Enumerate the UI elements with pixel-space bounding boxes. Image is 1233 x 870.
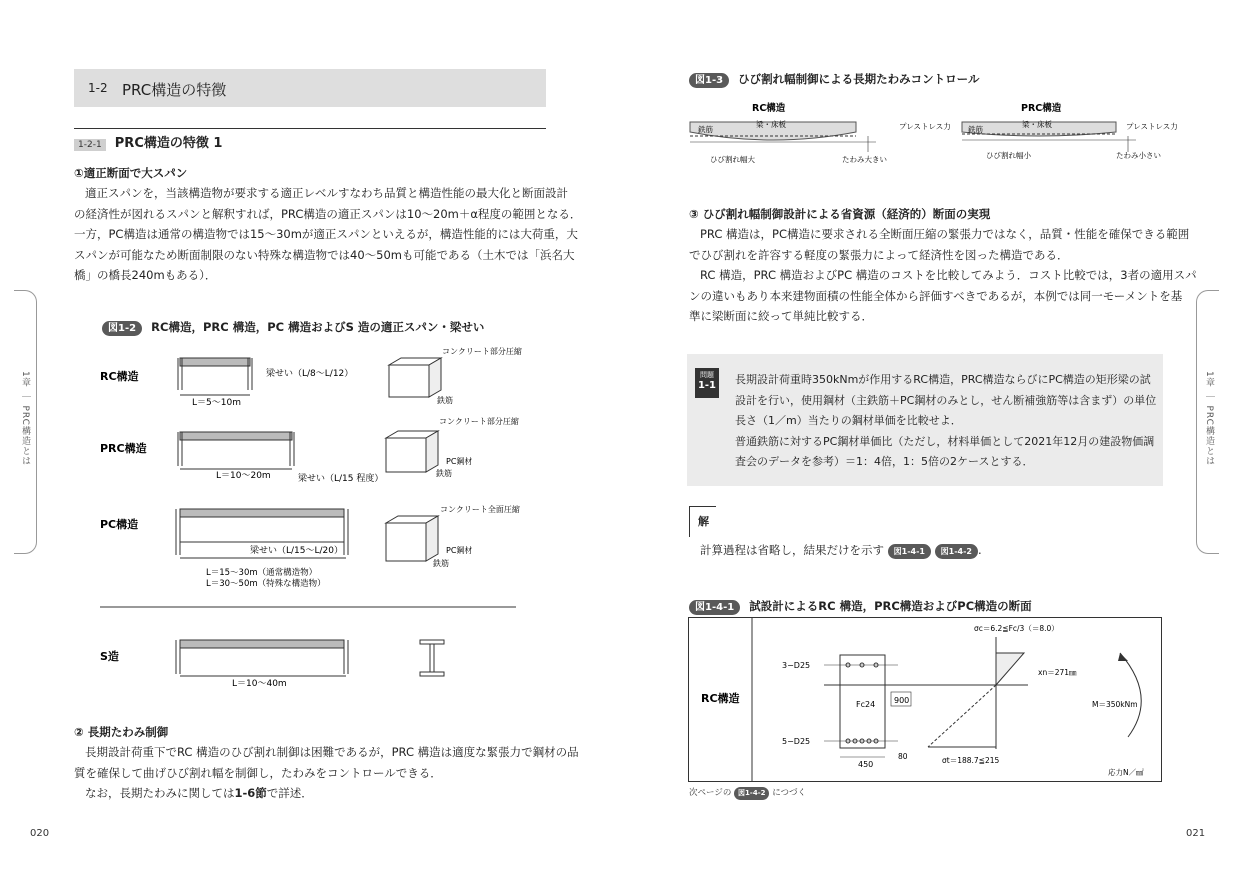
answer-fig-tag-1: 図1-4-1 [888, 544, 931, 559]
subsection-title: PRC構造の特徴 1 [114, 136, 223, 151]
fig3-crack-small: ひび割れ幅小 [986, 151, 1031, 160]
prc-section-side [426, 431, 438, 472]
text-line: 橋」の橋長240mもある）． [74, 268, 217, 282]
chapter-tab-text: 1章 ｜ PRC構造とは [20, 371, 30, 466]
fig41-diagram [688, 617, 1162, 782]
answer-bracket [689, 506, 716, 537]
fig3-rc-beam: 梁・床板 [756, 120, 786, 129]
continue-tag: 図1-4-2 [734, 787, 769, 800]
continue-pre: 次ページの [689, 788, 732, 798]
prc-span: L＝10〜20m [216, 471, 271, 481]
prc-label: PRC構造 [100, 442, 147, 455]
prc-section [386, 438, 426, 472]
example-badge-number: 1-1 [697, 380, 717, 391]
prc-beam [180, 432, 292, 440]
point1-heading: ①適正断面で大スパン [74, 166, 188, 180]
answer-text: 計算過程は省略し，結果だけを示す [700, 543, 884, 557]
continue-post: につづく [772, 788, 807, 798]
point1-paragraph [74, 183, 582, 286]
fig3-diagram [686, 96, 1178, 176]
s-label: S造 [100, 650, 119, 663]
subsection-number: 1-2-1 [74, 139, 106, 151]
answer-line [700, 540, 982, 561]
point2-heading: ② 長期たわみ制御 [74, 725, 169, 739]
pc-span-special: L＝30〜50m（特殊な構造物） [206, 579, 326, 589]
pc-note-rebar: 鉄筋 [433, 559, 449, 568]
pc-note-compress: コンクリート全面圧縮 [440, 505, 520, 514]
fig41-title: 試設計によるRC 構造，PRC構造およびPC構造の断面 [749, 599, 1032, 613]
text-line: 質を確保して曲げひび割れ幅を制御し，たわみをコントロールできる． [74, 765, 442, 780]
section-title: PRC構造の特徴 [122, 81, 227, 99]
prc-note-pc: PC鋼材 [446, 457, 473, 466]
text-line: 適正スパンを，当該構造物が要求する適正レベルすなわち品質と構造性能の最大化と断面設計 [85, 186, 568, 200]
s-beam [180, 640, 344, 648]
answer-label: 解 [698, 515, 709, 528]
fig3-caption [689, 68, 979, 88]
fig3-rc-rebar: 鉄筋 [698, 125, 713, 134]
pc-span-normal: L＝15〜30m（通常構造物） [206, 568, 318, 578]
section-number: 1-2 [88, 81, 108, 95]
text-line: 普通鉄筋に対するPC鋼材単価比（ただし，材料単価として2021年12月の建設物価調 [735, 434, 1155, 448]
pc-note-pc: PC鋼材 [446, 546, 473, 555]
text-line: 長さ（1／m）当たりの鋼材単価を比較せよ． [735, 414, 962, 427]
left-chapter-tab [14, 290, 37, 554]
prc-note-rebar: 鉄筋 [436, 469, 452, 478]
fig41-tag: 図1-4-1 [689, 600, 740, 615]
top-bars-label: 3−D25 [782, 661, 811, 670]
bottom-bars-label: 5−D25 [782, 737, 811, 746]
pc-section [386, 523, 426, 561]
text-line: 査会のデータを参考）＝1：4倍，1：5倍の2ケースとする． [735, 455, 1034, 468]
concrete-strength: Fc24 [856, 700, 876, 709]
text-line: PRC 構造は，PC構造に要求される全断面圧縮の緊張力ではなく，品質・性能を確保できる範囲 [700, 227, 1190, 241]
text-span: で詳述． [266, 786, 313, 800]
right-chapter-tab [1196, 290, 1219, 554]
fig3-prc-beam: 梁・床板 [1022, 120, 1052, 129]
fig3-title: ひび割れ幅制御による長期たわみコントロール [738, 72, 980, 86]
point3-paragraph [689, 224, 1197, 327]
text-line: 長期設計荷重下でRC 構造のひび割れ制御は困難であるが，PRC 構造は適度な緊張力で鋼材の品 [85, 745, 579, 759]
fig3-tag: 図1-3 [689, 73, 729, 88]
section-width: 450 [858, 760, 874, 769]
cover-dimension: 80 [898, 752, 908, 761]
fig2-caption [102, 316, 484, 336]
text-line: ンの違いもあり本来建物面積の性能全体から評価すべきであるが，本例では同一モーメントを基 [689, 288, 1183, 303]
subsection-heading [74, 132, 222, 151]
fig2-title: RC構造，PRC 構造，PC 構造およびS 造の適正スパン・梁せい [151, 320, 485, 334]
fig3-prestress-right: プレストレス力 [1126, 122, 1178, 131]
fig3-defl-small: たわみ小さい [1116, 151, 1161, 160]
fig3-prc-title: PRC構造 [1021, 103, 1062, 114]
example-text [735, 370, 1160, 473]
section-height: 900 [894, 696, 910, 705]
prc-note-compress: コンクリート部分圧縮 [439, 417, 519, 426]
text-line: 一方，PC構造は通常の構造物では15〜30mが適正スパンといえるが，構造性能的には大荷重，大 [74, 227, 578, 241]
pc-beam [180, 509, 344, 517]
sigma-t-label: σt＝188.7≦215 [942, 756, 1000, 765]
stress-unit: 応力N／㎟ [1108, 768, 1144, 777]
example-badge-label: 問題 [700, 371, 714, 379]
fig3-prestress-left: プレストレス力 [899, 122, 951, 131]
pc-label: PC構造 [100, 518, 139, 531]
rc-span: L＝5〜10m [192, 398, 241, 408]
fig3-prc-rebar: 鉄筋 [968, 125, 983, 134]
answer-end: . [978, 543, 982, 557]
pc-section-side [426, 516, 438, 561]
h-section-icon [420, 640, 444, 676]
rc-note-compress: コンクリート部分圧縮 [442, 347, 522, 356]
rc-note-rebar: 鉄筋 [437, 396, 453, 405]
fig2-diagram [96, 340, 536, 700]
fig2-tag: 図1-2 [102, 321, 142, 336]
fig41-caption [689, 595, 1032, 615]
pc-beam-web [180, 517, 344, 542]
text-line [74, 783, 554, 804]
text-line: 設計を行い，使用鋼材（主鉄筋＋PC鋼材のみとし，せん断補強筋等は含まず）の単位 [735, 393, 1157, 407]
rc-section-side [429, 358, 441, 397]
s-span: L＝10〜40m [232, 679, 287, 689]
continue-note [689, 786, 806, 800]
text-line: の経済性が図れるスパンと解釈すれば，PRC構造の適正スパンは10〜20m＋α程度の範囲となる． [74, 206, 582, 221]
fig3-crack-large: ひび割れ幅大 [710, 155, 755, 164]
section-reference: 1-6節 [234, 786, 267, 800]
rc-depth: 梁せい（L/8〜L/12） [266, 369, 354, 379]
point2-paragraph [74, 742, 579, 804]
text-line: 長期設計荷重時350kNmが作用するRC構造，PRC構造ならびにPC構造の矩形梁の試 [735, 373, 1151, 386]
fig3-defl-large: たわみ大きい [842, 155, 887, 164]
prc-depth: 梁せい（L/15 程度） [298, 474, 384, 484]
rc-label: RC構造 [100, 370, 139, 383]
example-problem-box [687, 354, 1163, 486]
section-header-bar [74, 69, 546, 107]
text-span: なお，長期たわみに関しては [85, 786, 235, 800]
pc-depth: 梁せい（L/15〜L/20） [250, 546, 343, 556]
text-line: 準に梁断面に絞って単純比較する． [689, 309, 873, 323]
moment-label: M＝350kNm [1092, 700, 1138, 709]
subsection-rule [74, 128, 546, 129]
rc-beam [180, 358, 250, 366]
answer-fig-tag-2: 図1-4-2 [935, 544, 978, 559]
example-badge [695, 368, 719, 398]
fig41-frame [689, 618, 1162, 782]
text-line: RC 構造，PRC 構造およびPC 構造のコストを比較してみよう．コスト比較では，3者の適用スパ [700, 268, 1197, 282]
point3-heading: ③ ひび割れ幅制御設計による省資源（経済的）断面の実現 [689, 207, 991, 221]
chapter-tab-text: 1章 ｜ PRC構造とは [1204, 371, 1214, 466]
text-line: でひび割れを許容する軽度の緊張力によって経済性を図った構造である． [689, 247, 1069, 262]
sigma-c-label: σc＝6.2≦Fc/3（＝8.0） [974, 624, 1059, 633]
fig41-row-label: RC構造 [701, 692, 740, 705]
rc-section [389, 365, 429, 397]
page-number-right: 021 [1186, 828, 1206, 839]
fig3-rc-title: RC構造 [752, 103, 786, 114]
page-number-left: 020 [30, 828, 50, 839]
neutral-axis-depth: xn＝271㎜ [1038, 668, 1077, 677]
text-line: スパンが可能なため断面制限のない特殊な構造物では40〜50mも可能である（土木では「浜名大 [74, 247, 575, 262]
